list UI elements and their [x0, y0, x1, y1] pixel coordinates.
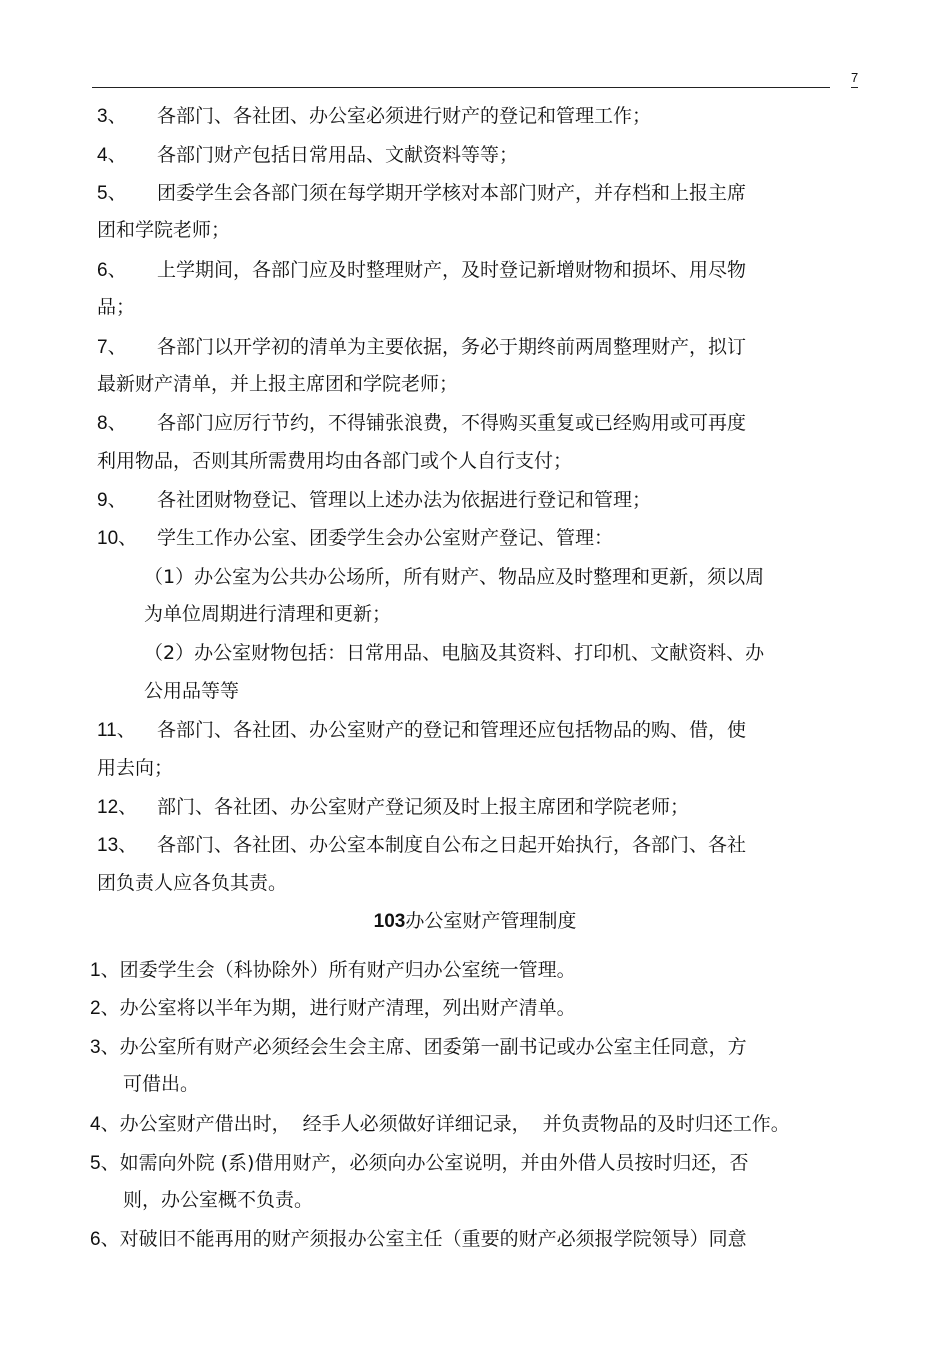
item-text: 学生工作办公室、团委学生会办公室财产登记、管理：	[157, 527, 614, 549]
item-number: 12、	[97, 797, 138, 818]
list-item	[97, 833, 746, 858]
list-item	[90, 1035, 747, 1060]
item-text: 各社团财物登记、管理以上述办法为依据进行登记和管理；	[157, 489, 652, 511]
list-item	[97, 488, 651, 513]
item-text: 部门、各社团、办公室财产登记须及时上报主席团和学院老师；	[157, 796, 690, 818]
sub-item: （1）办公室为公共办公场所，所有财产、物品应及时整理和更新，须以周	[144, 566, 765, 588]
item-text-continued: 则，办公室概不负责。	[123, 1189, 314, 1211]
item-text-continued: 可借出。	[123, 1073, 200, 1095]
item-text: 各部门、各社团、办公室必须进行财产的登记和管理工作；	[157, 105, 652, 127]
item-text: 团委学生会（科协除外）所有财产归办公室统一管理。	[119, 959, 576, 981]
item-number: 11、	[97, 720, 136, 741]
list-item	[97, 143, 518, 168]
section-title	[0, 909, 950, 934]
sub-item: （2）办公室财物包括：日常用品、电脑及其资料、打印机、文献资料、办	[144, 642, 765, 664]
list-item	[90, 1112, 790, 1137]
item-text: 上学期间，各部门应及时整理财产，及时登记新增财物和损坏、用尽物	[157, 259, 747, 281]
section-number: 103	[373, 911, 406, 932]
item-number: 6、	[97, 260, 127, 281]
item-number: 9、	[97, 490, 127, 511]
item-text: 团委学生会各部门须在每学期开学核对本部门财产，并存档和上报主席	[157, 182, 747, 204]
item-number: 10、	[97, 528, 138, 549]
list-item	[97, 718, 746, 743]
header-rule	[92, 87, 830, 88]
item-text: 办公室所有财产必须经会生会主席、团委第一副书记或办公室主任同意，方	[119, 1036, 747, 1058]
list-item	[97, 181, 746, 206]
item-number: 5、	[90, 1153, 120, 1174]
page-number: 7	[851, 70, 858, 88]
item-number: 4、	[97, 145, 127, 166]
item-text-continued: 团负责人应各负其责。	[97, 872, 288, 894]
item-number: 7、	[97, 337, 127, 358]
item-number: 8、	[97, 413, 127, 434]
item-text-continued: 利用物品，否则其所需费用均由各部门或个人自行支付；	[97, 450, 573, 472]
item-text: 各部门以开学初的清单为主要依据，务必于期终前两周整理财产，拟订	[157, 336, 747, 358]
item-text: 对破旧不能再用的财产须报办公室主任（重要的财产必须报学院领导）同意	[119, 1228, 747, 1250]
item-text: 如需向外院 (系)借用财产，必须向办公室说明，并由外借人员按时归还，否	[119, 1152, 749, 1174]
list-item	[97, 526, 613, 551]
item-number: 4、	[90, 1114, 120, 1135]
list-item	[90, 958, 576, 983]
sub-item-continued: 公用品等等	[144, 680, 240, 702]
list-item	[90, 1227, 747, 1252]
item-number: 2、	[90, 998, 120, 1019]
item-number: 6、	[90, 1229, 120, 1250]
item-text: 办公室将以半年为期，进行财产清理，列出财产清单。	[119, 997, 576, 1019]
item-number: 5、	[97, 183, 127, 204]
item-text: 各部门、各社团、办公室财产的登记和管理还应包括物品的购、借，使	[157, 719, 747, 741]
list-item	[97, 104, 651, 129]
list-item	[90, 996, 576, 1021]
item-number: 1、	[90, 960, 120, 981]
item-text-continued: 最新财产清单，并上报主席团和学院老师；	[97, 373, 459, 395]
list-item	[97, 795, 689, 820]
item-number: 13、	[97, 835, 138, 856]
section-title-text: 办公室财产管理制度	[405, 910, 577, 932]
item-text: 各部门、各社团、办公室本制度自公布之日起开始执行，各部门、各社	[157, 834, 747, 856]
list-item	[97, 335, 746, 360]
list-item	[97, 258, 746, 283]
item-text-continued: 用去向；	[97, 757, 174, 779]
list-item	[97, 411, 746, 436]
item-text-continued: 团和学院老师；	[97, 219, 231, 241]
item-text: 办公室财产借出时， 经手人必须做好详细记录， 并负责物品的及时归还工作。	[119, 1113, 790, 1135]
item-text-continued: 品；	[97, 296, 136, 318]
item-text: 各部门应厉行节约，不得铺张浪费，不得购买重复或已经购用或可再度	[157, 412, 747, 434]
item-text: 各部门财产包括日常用品、文献资料等等；	[157, 144, 519, 166]
item-number: 3、	[90, 1037, 120, 1058]
list-item	[90, 1151, 748, 1176]
sub-item-continued: 为单位周期进行清理和更新；	[144, 603, 392, 625]
item-number: 3、	[97, 106, 127, 127]
